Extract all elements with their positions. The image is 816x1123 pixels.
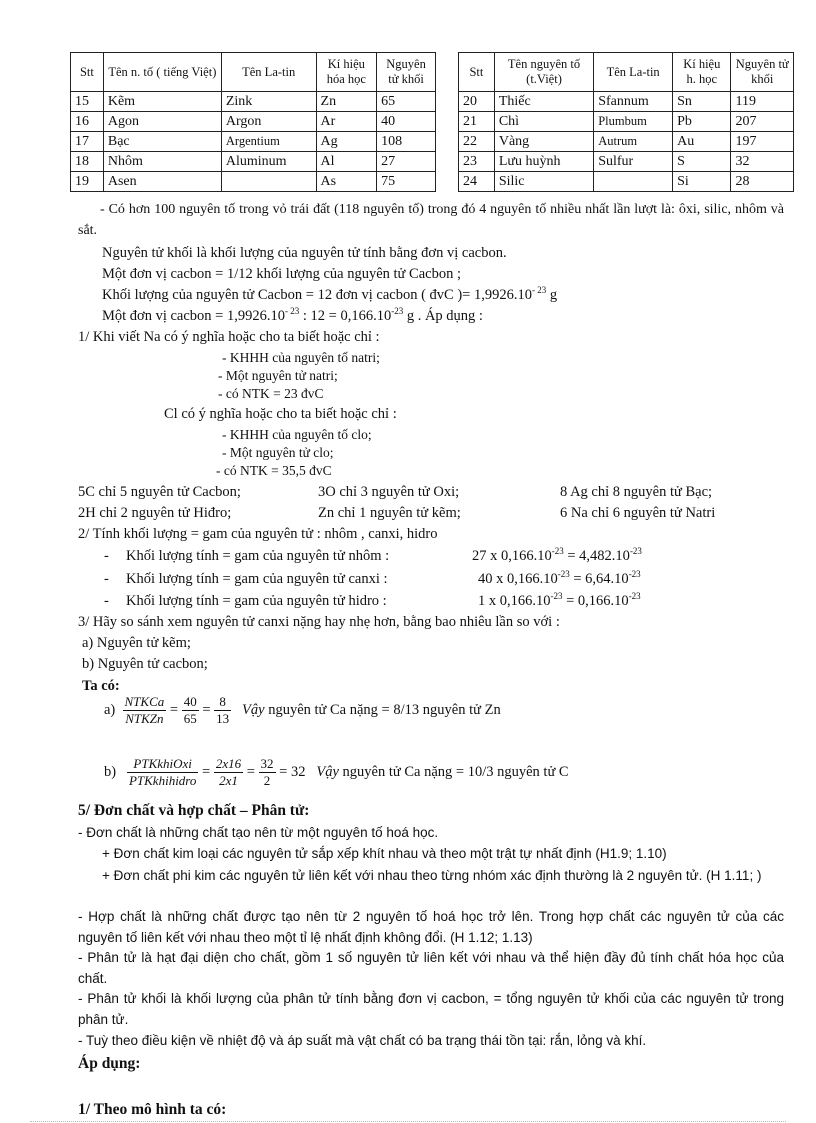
fraction xyxy=(214,756,243,789)
table-cell: 24 xyxy=(459,172,495,192)
exponent: -23 xyxy=(551,546,564,557)
symbol-meaning: 2H chỉ 2 nguyên tử Hiđro; xyxy=(78,505,232,521)
formula-b xyxy=(104,756,569,789)
formula-a xyxy=(104,694,501,727)
mass-line xyxy=(104,548,642,565)
table-cell: Au xyxy=(673,132,731,152)
header-cell: Stt xyxy=(459,53,495,92)
section-5-line: + Đơn chất kim loại các nguyên tử sắp xếp khít nhau và theo một trật tự nhất định (H1.9; 1.10) xyxy=(102,846,667,861)
table-row xyxy=(71,172,436,192)
exponent: -23 xyxy=(557,569,570,580)
question-3-option: b) Nguyên tử cacbon; xyxy=(82,656,208,672)
symbol-meaning: 3O chỉ 3 nguyên tử Oxi; xyxy=(318,484,460,500)
exponent: -23 xyxy=(550,591,563,602)
section-5-line: - Tuỳ theo điều kiện về nhiệt độ và áp suất mà vật chất có ba trạng thái tồn tại: rắn, lỏng và khí. xyxy=(78,1033,647,1048)
table-cell: Nhôm xyxy=(103,152,221,172)
table-cell: Pb xyxy=(673,112,731,132)
exponent: -23 xyxy=(628,591,641,602)
table-row xyxy=(459,92,794,112)
table-cell: Argentium xyxy=(221,132,316,152)
table-row xyxy=(71,152,436,172)
numerator: NTKCa xyxy=(124,694,165,709)
mass-label: Khối lượng tính = gam của nguyên tử hidro : xyxy=(126,593,387,609)
table-cell: Ag xyxy=(316,132,377,152)
mass-calc: 1 x 0,166.10 xyxy=(478,593,551,609)
table-cell: 19 xyxy=(71,172,104,192)
table-cell: 20 xyxy=(459,92,495,112)
table-cell: 75 xyxy=(377,172,436,192)
fraction xyxy=(123,694,167,727)
table-cell: Aluminum xyxy=(221,152,316,172)
table-cell: Sfannum xyxy=(594,92,673,112)
header-cell: Nguyên tử khối xyxy=(731,53,794,92)
table-cell: 40 xyxy=(377,112,436,132)
table-row xyxy=(459,152,794,172)
table-cell: Sulfur xyxy=(594,152,673,172)
table-cell: Plumbum xyxy=(594,112,673,132)
table-cell: Sn xyxy=(673,92,731,112)
table-header-row xyxy=(71,53,436,92)
element-table-left xyxy=(70,52,436,192)
mass-line xyxy=(104,571,641,588)
symbol-meaning: 8 Ag chỉ 8 nguyên tử Bạc; xyxy=(560,484,713,500)
mass-label: Khối lượng tính = gam của nguyên tử nhôm : xyxy=(126,548,390,564)
cl-item: - KHHH của nguyên tố clo; xyxy=(222,427,372,442)
numerator: 8 xyxy=(214,694,231,711)
equals: = xyxy=(202,702,211,718)
table-cell: 27 xyxy=(377,152,436,172)
numerator: 32 xyxy=(260,756,274,771)
intro-text: Một đơn vị cacbon = 1,9926.10 xyxy=(102,308,285,324)
intro-text: g . Áp dụng : xyxy=(403,308,483,324)
table-cell: Al xyxy=(316,152,377,172)
na-item: - Một nguyên tử natri; xyxy=(218,368,338,383)
na-item: - KHHH của nguyên tố natri; xyxy=(222,350,380,365)
section-5-paragraph: - Hợp chất là những chất được tạo nên từ 2 nguyên tố hoá học trở lên. Trong hợp chất các nguyên tử của các nguyên tố liên kết với nhau theo một tỉ lệ nhất định không đổi. (H 1.12; 1.13) xyxy=(78,909,784,945)
denominator: 13 xyxy=(216,711,230,726)
intro-text: : 12 = 0,166.10 xyxy=(299,308,392,324)
table-cell: Asen xyxy=(103,172,221,192)
section-5-title: 5/ Đơn chất và hợp chất – Phân tử: xyxy=(78,802,310,819)
equals: = xyxy=(169,702,179,718)
section-5-paragraph: - Phân tử khối là khối lượng của phân tử tính bằng đơn vị cacbon, = tổng nguyên tử khối của các nguyên tử trong phân tử. xyxy=(78,991,784,1027)
numerator: 40 xyxy=(183,694,197,709)
table-cell: Agon xyxy=(103,112,221,132)
header-cell: Tên n. tố ( tiếng Việt) xyxy=(103,53,221,92)
table-cell: 15 xyxy=(71,92,104,112)
numerator: PTKkhiOxi xyxy=(127,756,198,773)
table-cell: 28 xyxy=(731,172,794,192)
denominator: PTKkhihidro xyxy=(128,773,197,788)
conclusion-vay: Vậy xyxy=(316,764,339,780)
mass-result: = 4,482.10 xyxy=(563,548,630,564)
table-cell: Kẽm xyxy=(103,92,221,112)
exponent: - 23 xyxy=(531,285,547,296)
table-cell: Bạc xyxy=(103,132,221,152)
formula-label: b) xyxy=(104,764,117,780)
mass-calc: 40 x 0,166.10 xyxy=(478,571,558,587)
bullet: - xyxy=(104,571,109,587)
table-cell: Argon xyxy=(221,112,316,132)
equals: = xyxy=(246,764,255,780)
conclusion-text: nguyên tử Ca nặng = 8/13 nguyên tử Zn xyxy=(264,702,501,718)
denominator: 65 xyxy=(183,711,197,726)
exponent: -23 xyxy=(628,569,641,580)
table-cell: Vàng xyxy=(494,132,593,152)
cl-item: - Một nguyên tử clo; xyxy=(222,445,334,460)
denominator: 2x1 xyxy=(219,773,238,788)
table-cell xyxy=(221,172,316,192)
question-3-title: 3/ Hãy so sánh xem nguyên tử canxi nặng hay nhẹ hơn, bằng bao nhiêu lần so với : xyxy=(78,614,560,630)
table-row xyxy=(71,132,436,152)
intro-line: Nguyên tử khối là khối lượng của nguyên tử tính bằng đơn vị cacbon. xyxy=(102,245,507,261)
exponent: -23 xyxy=(629,546,642,557)
question-2-title: 2/ Tính khối lượng = gam của nguyên tử : nhôm , canxi, hidro xyxy=(78,526,438,542)
table-cell: Autrum xyxy=(594,132,673,152)
table-cell: Lưu huỳnh xyxy=(494,152,593,172)
mass-label: Khối lượng tính = gam của nguyên tử canxi : xyxy=(126,571,388,587)
intro-line xyxy=(102,287,557,304)
table-row xyxy=(71,92,436,112)
table-cell: Thiếc xyxy=(494,92,593,112)
exponent: - 23 xyxy=(284,306,300,317)
exponent: -23 xyxy=(391,306,404,317)
result: = 32 xyxy=(279,764,306,780)
table-cell: 22 xyxy=(459,132,495,152)
table-cell: Ar xyxy=(316,112,377,132)
ta-co-label: Ta có: xyxy=(82,678,120,694)
cl-title: Cl có ý nghĩa hoặc cho ta biết hoặc chỉ : xyxy=(164,406,397,422)
header-cell: Kí hiệu hóa học xyxy=(316,53,377,92)
denominator: NTKZn xyxy=(125,711,164,726)
header-cell: Tên La-tin xyxy=(594,53,673,92)
fraction xyxy=(259,756,276,789)
table-cell: 23 xyxy=(459,152,495,172)
conclusion-vay: Vậy xyxy=(242,702,265,718)
table-cell xyxy=(594,172,673,192)
question-1-title: 1/ Khi viết Na có ý nghĩa hoặc cho ta biết hoặc chỉ : xyxy=(78,329,380,345)
table-cell: As xyxy=(316,172,377,192)
equals: = xyxy=(202,764,211,780)
intro-text: Khối lượng của nguyên tử Cacbon = 12 đơn vị cacbon ( đvC )= 1,9926.10 xyxy=(102,287,532,303)
table-cell: 207 xyxy=(731,112,794,132)
intro-paragraph: - Có hơn 100 nguyên tố trong vỏ trái đất (118 nguyên tố) trong đó 4 nguyên tố nhiều nhất lần lượt là: ôxi, silic, nhôm và sắt. xyxy=(78,202,784,238)
table-cell: Silic xyxy=(494,172,593,192)
cl-item: - có NTK = 35,5 đvC xyxy=(216,463,332,478)
intro-line: Một đơn vị cacbon = 1/12 khối lượng của nguyên tử Cacbon ; xyxy=(102,266,461,282)
table-cell: 16 xyxy=(71,112,104,132)
bullet: - xyxy=(104,593,109,609)
fraction xyxy=(182,694,199,727)
mass-line xyxy=(104,593,641,610)
numerator: 2x16 xyxy=(215,756,242,771)
header-cell: Tên nguyên tố (t.Việt) xyxy=(494,53,593,92)
mass-result: = 6,64.10 xyxy=(569,571,629,587)
table-cell: Chì xyxy=(494,112,593,132)
mass-calc: 27 x 0,166.10 xyxy=(472,548,552,564)
symbol-meaning: 6 Na chỉ 6 nguyên tử Natri xyxy=(560,505,716,521)
table-cell: 17 xyxy=(71,132,104,152)
table-cell: 197 xyxy=(731,132,794,152)
symbol-meaning: Zn chỉ 1 nguyên tử kẽm; xyxy=(318,505,461,521)
table-cell: S xyxy=(673,152,731,172)
denominator: 2 xyxy=(263,773,271,788)
table-header-row xyxy=(459,53,794,92)
header-cell: Nguyên tử khối xyxy=(377,53,436,92)
table-cell: 18 xyxy=(71,152,104,172)
symbol-meaning: 5C chỉ 5 nguyên tử Cacbon; xyxy=(78,484,241,500)
section-5-line: - Đơn chất là những chất tạo nên từ một nguyên tố hoá học. xyxy=(78,825,439,840)
question-3-option: a) Nguyên tử kẽm; xyxy=(82,635,191,651)
bullet: - xyxy=(104,548,109,564)
table-cell: Si xyxy=(673,172,731,192)
section-5-paragraph: - Phân tử là hạt đại diện cho chất, gồm 1 số nguyên tử liên kết với nhau và thể hiện đầy đủ tính chất hóa học của chất. xyxy=(78,950,784,986)
fraction xyxy=(127,756,198,789)
table-row xyxy=(459,172,794,192)
table-row xyxy=(459,132,794,152)
table-cell: 32 xyxy=(731,152,794,172)
intro-text: g xyxy=(546,287,558,303)
formula-label: a) xyxy=(104,702,116,718)
apdung-question-1: 1/ Theo mô hình ta có: xyxy=(78,1101,227,1118)
na-item: - có NTK = 23 đvC xyxy=(218,386,324,401)
header-cell: Stt xyxy=(71,53,104,92)
table-cell: 119 xyxy=(731,92,794,112)
table-cell: 108 xyxy=(377,132,436,152)
header-cell: Kí hiệu h. học xyxy=(673,53,731,92)
conclusion-text: nguyên tử Ca nặng = 10/3 nguyên tử C xyxy=(338,764,569,780)
table-row xyxy=(71,112,436,132)
header-cell: Tên La-tin xyxy=(221,53,316,92)
table-row xyxy=(459,112,794,132)
fraction xyxy=(214,694,231,727)
element-table-right xyxy=(458,52,794,192)
table-cell: Zink xyxy=(221,92,316,112)
footer-divider xyxy=(30,1121,786,1122)
table-cell: 21 xyxy=(459,112,495,132)
table-cell: 65 xyxy=(377,92,436,112)
mass-result: = 0,166.10 xyxy=(562,593,629,609)
section-5-paragraph: + Đơn chất phi kim các nguyên tử liên kết với nhau theo từng nhóm xác định thường là 2 nguyên tử. (H 1.11; ) xyxy=(102,868,762,883)
apdung-heading: Áp dụng: xyxy=(78,1055,141,1072)
table-cell: Zn xyxy=(316,92,377,112)
intro-line xyxy=(102,308,483,325)
